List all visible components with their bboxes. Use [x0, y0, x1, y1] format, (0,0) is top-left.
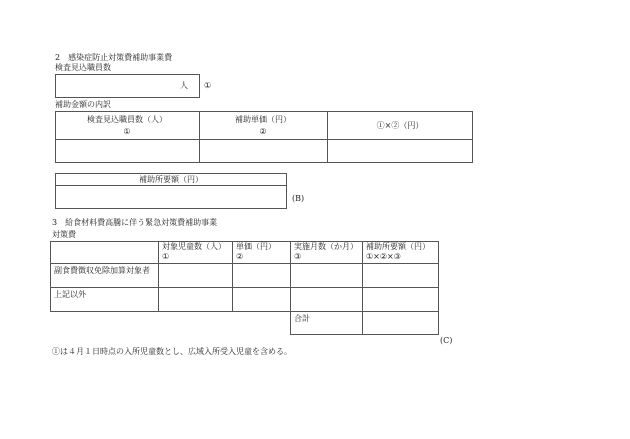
cell-other-months[interactable] [291, 288, 361, 310]
section2-heading: 2 感染症防止対策費補助事業費 [55, 53, 173, 62]
header-unit-price-marker: ② [259, 127, 267, 136]
cell-product[interactable] [328, 140, 472, 162]
section3-sub-label: 対策費 [52, 230, 76, 239]
section3-heading: 3 給食材料費高騰に伴う緊急対策費補助事業 [52, 218, 218, 227]
cell-total-amount[interactable] [363, 312, 438, 334]
marker-b: (B) [292, 194, 305, 203]
cell-unit-price[interactable] [200, 140, 326, 162]
total-label: 合計 [294, 314, 310, 323]
header-staff-count-marker: ① [123, 127, 131, 136]
header-unit-price: 補助単価（円） [235, 115, 291, 124]
header-target-children-marker: ① [162, 252, 170, 261]
header-unit-price: 単価（円） [236, 242, 276, 251]
required-amount-header: 補助所要額（円） [139, 175, 203, 184]
staff-count-label: 検査見込職員数 [55, 63, 111, 72]
row-label-other: 上記以外 [54, 290, 86, 299]
header-required-amount-formula: ①×②×③ [366, 252, 401, 261]
header-product: ①×②（円） [376, 121, 424, 130]
cell-exempt-children[interactable] [159, 264, 231, 286]
cell-exempt-price[interactable] [233, 264, 289, 286]
row-label-exempt: 副食費徴収免除加算対象者 [54, 266, 150, 275]
header-months: 実施月数（か月） [294, 242, 358, 251]
cell-exempt-amount[interactable] [363, 264, 438, 286]
header-target-children: 対象児童数（人） [162, 242, 226, 251]
note: ①は４月１日時点の入所児童数とし、広域入所受入児童を含める。 [52, 347, 292, 356]
cell-other-price[interactable] [233, 288, 289, 310]
cell-exempt-months[interactable] [291, 264, 361, 286]
header-required-amount: 補助所要額（円） [366, 242, 430, 251]
marker-c: (C) [440, 336, 453, 345]
cell-other-children[interactable] [159, 288, 231, 310]
cell-staff-count[interactable] [56, 140, 198, 162]
unit-person: 人 [180, 81, 188, 90]
header-unit-price-marker: ② [236, 252, 244, 261]
header-months-marker: ③ [294, 252, 302, 261]
breakdown-label: 補助金額の内訳 [55, 100, 111, 109]
marker-1: ① [204, 81, 212, 90]
cell-other-amount[interactable] [363, 288, 438, 310]
required-amount-field[interactable] [56, 186, 286, 208]
staff-count-field[interactable] [55, 74, 200, 98]
header-staff-count: 検査見込職員数（人） [87, 115, 167, 124]
